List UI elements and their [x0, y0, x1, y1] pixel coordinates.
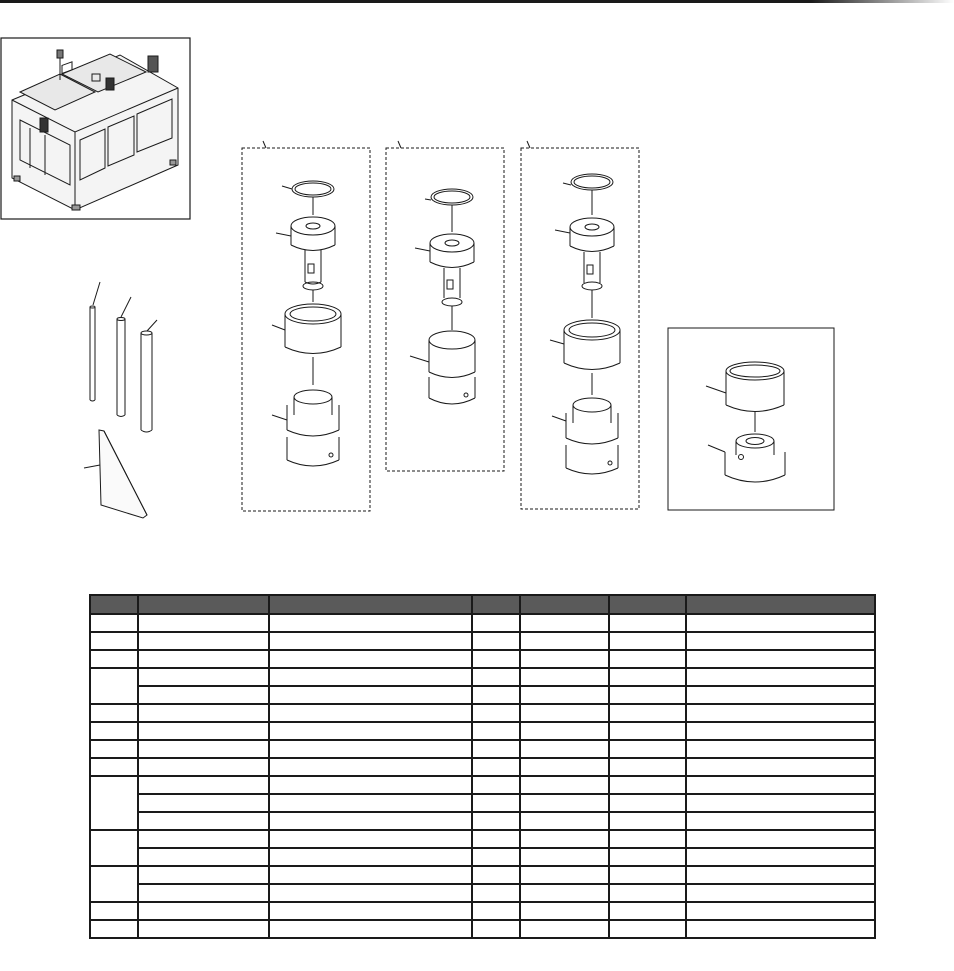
table-cell [138, 614, 269, 632]
table-header-row [90, 595, 875, 614]
table-cell [472, 722, 520, 740]
table-cell [686, 884, 875, 902]
table-cell [609, 902, 686, 920]
table-cell [472, 920, 520, 938]
table-row [90, 686, 875, 704]
table-cell [686, 740, 875, 758]
table-cell [686, 668, 875, 686]
table-cell [269, 794, 472, 812]
table-cell [686, 830, 875, 848]
table-row [90, 776, 875, 794]
table-cell [609, 668, 686, 686]
table-cell [138, 650, 269, 668]
table-row [90, 884, 875, 902]
table-cell [609, 722, 686, 740]
table-cell [269, 812, 472, 830]
table-cell [90, 722, 138, 740]
table-cell [269, 758, 472, 776]
table-cell [520, 776, 609, 794]
table-cell [520, 866, 609, 884]
table-cell [138, 776, 269, 794]
table-cell [520, 830, 609, 848]
table-cell [520, 722, 609, 740]
table-cell [138, 920, 269, 938]
table-cell [90, 632, 138, 650]
kit-d-exploded-icon [668, 326, 834, 510]
table-cell [609, 866, 686, 884]
table-cell [472, 812, 520, 830]
table-row [90, 812, 875, 830]
table-cell [269, 884, 472, 902]
table-cell [138, 866, 269, 884]
table-cell [269, 668, 472, 686]
table-cell [138, 902, 269, 920]
table-cell [90, 650, 138, 668]
table-cell [90, 830, 138, 866]
table-cell [686, 920, 875, 938]
machine-isometric-icon [1, 38, 190, 219]
table-cell [686, 812, 875, 830]
table-cell [520, 884, 609, 902]
table-cell [609, 704, 686, 722]
table-row [90, 758, 875, 776]
plate-triangle-icon [84, 430, 147, 518]
table-cell [138, 686, 269, 704]
column-header [686, 595, 875, 614]
table-cell [138, 758, 269, 776]
table-cell [90, 866, 138, 902]
table-cell [686, 686, 875, 704]
table-cell [472, 830, 520, 848]
table-cell [90, 920, 138, 938]
table-cell [609, 830, 686, 848]
table-cell [90, 740, 138, 758]
table-cell [686, 776, 875, 794]
column-header [138, 595, 269, 614]
table-cell [472, 686, 520, 704]
table-cell [609, 632, 686, 650]
table-cell [609, 884, 686, 902]
table-cell [520, 650, 609, 668]
table-cell [269, 632, 472, 650]
table-cell [520, 920, 609, 938]
rod-medium-icon [117, 297, 131, 417]
table-cell [520, 848, 609, 866]
table-cell [609, 794, 686, 812]
table-cell [609, 650, 686, 668]
table-cell [90, 704, 138, 722]
table-cell [686, 848, 875, 866]
table-cell [472, 884, 520, 902]
table-cell [686, 650, 875, 668]
table-cell [138, 704, 269, 722]
table-cell [609, 740, 686, 758]
column-header [472, 595, 520, 614]
table-cell [686, 614, 875, 632]
kit-a-exploded-icon [242, 141, 370, 511]
table-cell [520, 632, 609, 650]
rod-thin-icon [90, 282, 100, 401]
table-cell [520, 740, 609, 758]
table-cell [90, 614, 138, 632]
table-cell [269, 902, 472, 920]
table-cell [609, 776, 686, 794]
table-cell [269, 704, 472, 722]
table-cell [269, 866, 472, 884]
table-cell [269, 650, 472, 668]
table-row [90, 866, 875, 884]
table-cell [138, 794, 269, 812]
table-cell [520, 758, 609, 776]
table-cell [90, 902, 138, 920]
table-row [90, 668, 875, 686]
table-cell [269, 920, 472, 938]
table-cell [609, 686, 686, 704]
table-row [90, 614, 875, 632]
table-cell [138, 812, 269, 830]
table-cell [90, 758, 138, 776]
table-cell [138, 632, 269, 650]
parts-table [89, 594, 876, 939]
table-cell [472, 740, 520, 758]
table-cell [138, 722, 269, 740]
table-row [90, 740, 875, 758]
table-cell [520, 614, 609, 632]
table-row [90, 650, 875, 668]
table-row [90, 830, 875, 848]
table-cell [609, 848, 686, 866]
table-cell [609, 758, 686, 776]
table-cell [138, 740, 269, 758]
table-cell [686, 722, 875, 740]
table-cell [686, 902, 875, 920]
table-cell [686, 704, 875, 722]
table-cell [269, 776, 472, 794]
table-cell [269, 614, 472, 632]
table-cell [138, 884, 269, 902]
table-cell [472, 794, 520, 812]
table-cell [609, 920, 686, 938]
column-header [269, 595, 472, 614]
table-cell [269, 686, 472, 704]
table-cell [269, 740, 472, 758]
column-header [90, 595, 138, 614]
table-row [90, 848, 875, 866]
table-cell [269, 722, 472, 740]
table-cell [472, 632, 520, 650]
table-cell [472, 902, 520, 920]
table-cell [686, 866, 875, 884]
table-row [90, 722, 875, 740]
table-cell [472, 848, 520, 866]
table-cell [472, 650, 520, 668]
table-row [90, 704, 875, 722]
table-cell [520, 686, 609, 704]
table-cell [138, 668, 269, 686]
table-cell [520, 902, 609, 920]
table-cell [90, 776, 138, 830]
table-cell [138, 848, 269, 866]
table-row [90, 632, 875, 650]
table-cell [686, 758, 875, 776]
table-cell [269, 830, 472, 848]
table-cell [90, 668, 138, 704]
table-cell [472, 866, 520, 884]
table-row [90, 920, 875, 938]
rod-thick-icon [141, 320, 157, 432]
table-cell [609, 812, 686, 830]
table-cell [520, 668, 609, 686]
kit-b-exploded-icon [386, 141, 504, 471]
table-row [90, 794, 875, 812]
kit-c-exploded-icon [521, 141, 639, 509]
table-cell [520, 812, 609, 830]
table-cell [686, 632, 875, 650]
table-cell [472, 776, 520, 794]
column-header [609, 595, 686, 614]
table-cell [686, 794, 875, 812]
table-cell [138, 830, 269, 848]
table-cell [520, 794, 609, 812]
table-cell [269, 848, 472, 866]
table-cell [472, 758, 520, 776]
table-cell [472, 614, 520, 632]
table-cell [472, 704, 520, 722]
table-cell [609, 614, 686, 632]
table-cell [520, 704, 609, 722]
column-header [520, 595, 609, 614]
table-row [90, 902, 875, 920]
table-cell [472, 668, 520, 686]
